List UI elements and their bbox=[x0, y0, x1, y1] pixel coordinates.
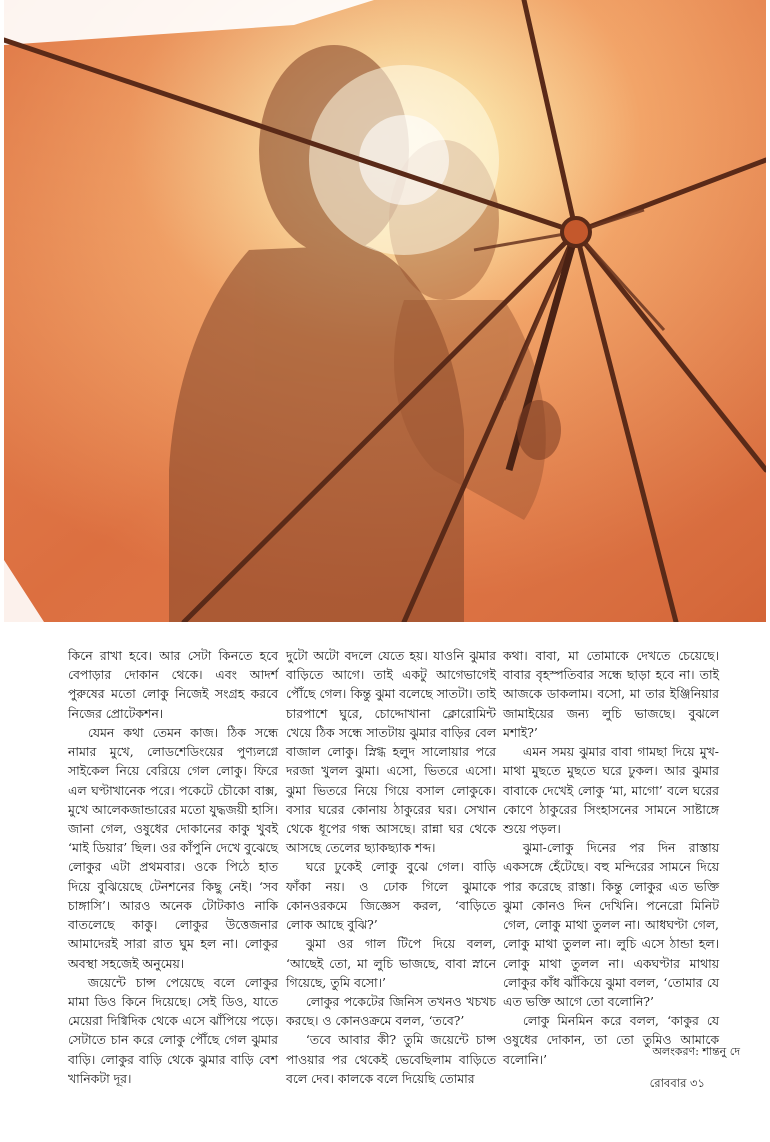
hand-shadow bbox=[517, 400, 561, 460]
paragraph: কথা। বাবা, মা তোমাকে দেখতে চেয়েছে। বাবার বৃহস্পতিবার সন্ধে ছাড়া হবে না। তাই আজকে ডাকলাম। বসো, মা তার ইঞ্জিনিয়ার জামাইয়ের জন্য লুচি ভাজছে। বুঝলে মশাই?’ bbox=[503, 648, 719, 740]
paragraph: ‘তবে আবার কী? তুমি জয়েন্টে চান্স পাওয়ার পর থেকেই ভেবেছিলাম বাড়িতে বলে দেব। কালকে বলে দিয়েছি তোমার bbox=[286, 1032, 496, 1086]
umbrella-hub bbox=[562, 218, 590, 246]
text-column-1 bbox=[68, 646, 278, 1088]
paragraph: লোকুর পকেটের জিনিস তখনও খচখচ করছে। ও কোনওক্রমে বলল, ‘তবে?’ bbox=[286, 993, 496, 1029]
paragraph: ঝুমা-লোকু দিনের পর দিন রাস্তায় একসঙ্গে হেঁটেছে। বহু মন্দিরের সামনে দিয়ে পার করেছে রাস্তা। কিন্তু লোকুর এত ভক্তি ঝুমা কোনও দিন দেখিনি। পনেরো মিনিট গেল, লোকু মাথা তুলল না। আধঘণ্টা গেল, লোকু মাথা তুলল না। লুচি এসে ঠান্ডা হল। লোকু মাথা তুলল না। একঘণ্টার মাথায় লোকুর কাঁধ ঝাঁকিয়ে ঝুমা বলল, ‘তোমার যে এত ভক্তি আগে তো বলোনি?’ bbox=[503, 840, 719, 1009]
paragraph: লোকু মিনমিন করে বলল, ‘কাকুর যে ওষুধের দোকান, তা তো তুমিও আমাকে বলোনি।’ bbox=[503, 1013, 719, 1067]
umbrella-illustration bbox=[4, 0, 766, 622]
text-column-3 bbox=[503, 646, 719, 1069]
paragraph: যেমন কথা তেমন কাজ। ঠিক সন্ধে নামার মুখে, লোডশেডিংয়ের পুণ্যলগ্নে সাইকেল নিয়ে বেরিয়ে গেল লোকু। ফিরে এল ঘণ্টাখানেক পরে। পকেটে চৌকো বাক্স, মুখে আলেকজান্ডারের মতো যুদ্ধজয়ী হাসি। জানা গেল, ওষুধের দোকানের কাকু খুবই ‘মাই ডিয়ার’ ছিল। ওর কাঁপুনি দেখে বুঝেছে লোকুর এটা প্রথমবার। ওকে পিঠে হাত দিয়ে বুঝিয়েছে টেনশনের কিছু নেই। ‘সব চাঙ্গাসি’। আরও অনেক টোটকাও নাকি বাতলেছে কাকু। লোকুর উত্তেজনার আমাদেরই সারা রাত ঘুম হল না। লোকুর অবস্থা সহজেই অনুমেয়। bbox=[68, 724, 278, 971]
paragraph: ঘরে ঢুকেই লোকু বুঝে গেল। বাড়ি ফাঁকা নয়। ও ঢোক গিলে ঝুমাকে কোনওরকমে জিজ্ঞেস করল, ‘বাড়িতে লোক আছে বুঝি?’ bbox=[286, 859, 496, 933]
illustration-credit: অলংকরণ: শান্তনু দে bbox=[652, 1045, 740, 1058]
page-footer: রোববার ৩১ bbox=[649, 1076, 705, 1090]
paragraph: জয়েন্টে চান্স পেয়েছে বলে লোকুর মামা ডিও কিনে দিয়েছে। সেই ডিও, যাতে মেয়েরা দিগ্বিদিক থেকে এসে ঝাঁপিয়ে পড়ে। সেটাতে চান করে লোকু পৌঁছে গেল ঝুমার বাড়ি। লোকুর বাড়ি থেকে ঝুমার বাড়ি বেশ খানিকটা দূর। bbox=[68, 974, 278, 1086]
text-column-2 bbox=[286, 646, 496, 1088]
paragraph: এমন সময় ঝুমার বাবা গামছা দিয়ে মুখ-মাথা মুছতে মুছতে ঘরে ঢুকল। আর ঝুমার বাবাকে দেখেই লোকু ‘মা, মাগো’ বলে ঘরের কোণে ঠাকুরের সিংহাসনের সামনে সাষ্টাঙ্গে শুয়ে পড়ল। bbox=[503, 744, 719, 836]
umbrella-artwork bbox=[4, 0, 766, 622]
paragraph: কিনে রাখা হবে। আর সেটা কিনতে হবে বেপাড়ার দোকান থেকে। এবং আদর্শ পুরুষের মতো লোকু নিজেই সংগ্রহ করবে নিজের প্রোটেকশন। bbox=[68, 648, 278, 721]
paragraph: ঝুমা ওর গাল টিপে দিয়ে বলল, ‘আছেই তো, মা লুচি ভাজছে, বাবা স্নানে গিয়েছে, তুমি বসো।’ bbox=[286, 936, 496, 990]
paragraph: দুটো অটো বদলে যেতে হয়। যাওনি ঝুমার বাড়িতে আগে। তাই একটু আগেভাগেই পৌঁছে গেল। কিন্তু ঝুমা বলেছে সাতটা। তাই চারপাশে ঘুরে, চোদ্দোখানা ক্লোরোমিন্ট খেয়ে ঠিক সন্ধে সাতটায় ঝুমার বাড়ির বেল বাজাল লোকু। স্নিগ্ধ হলুদ সালোয়ার পরে দরজা খুলল ঝুমা। এসো, ভিতরে এসো। ঝুমা ভিতরে নিয়ে গিয়ে বসাল লোকুকে। বসার ঘরের কোনায় ঠাকুরের ঘর। সেখান থেকে ধূপের গন্ধ আসছে। রান্না ঘর থেকে আসছে তেলের ছ্যাকছ্যাক শব্দ। bbox=[286, 648, 496, 856]
